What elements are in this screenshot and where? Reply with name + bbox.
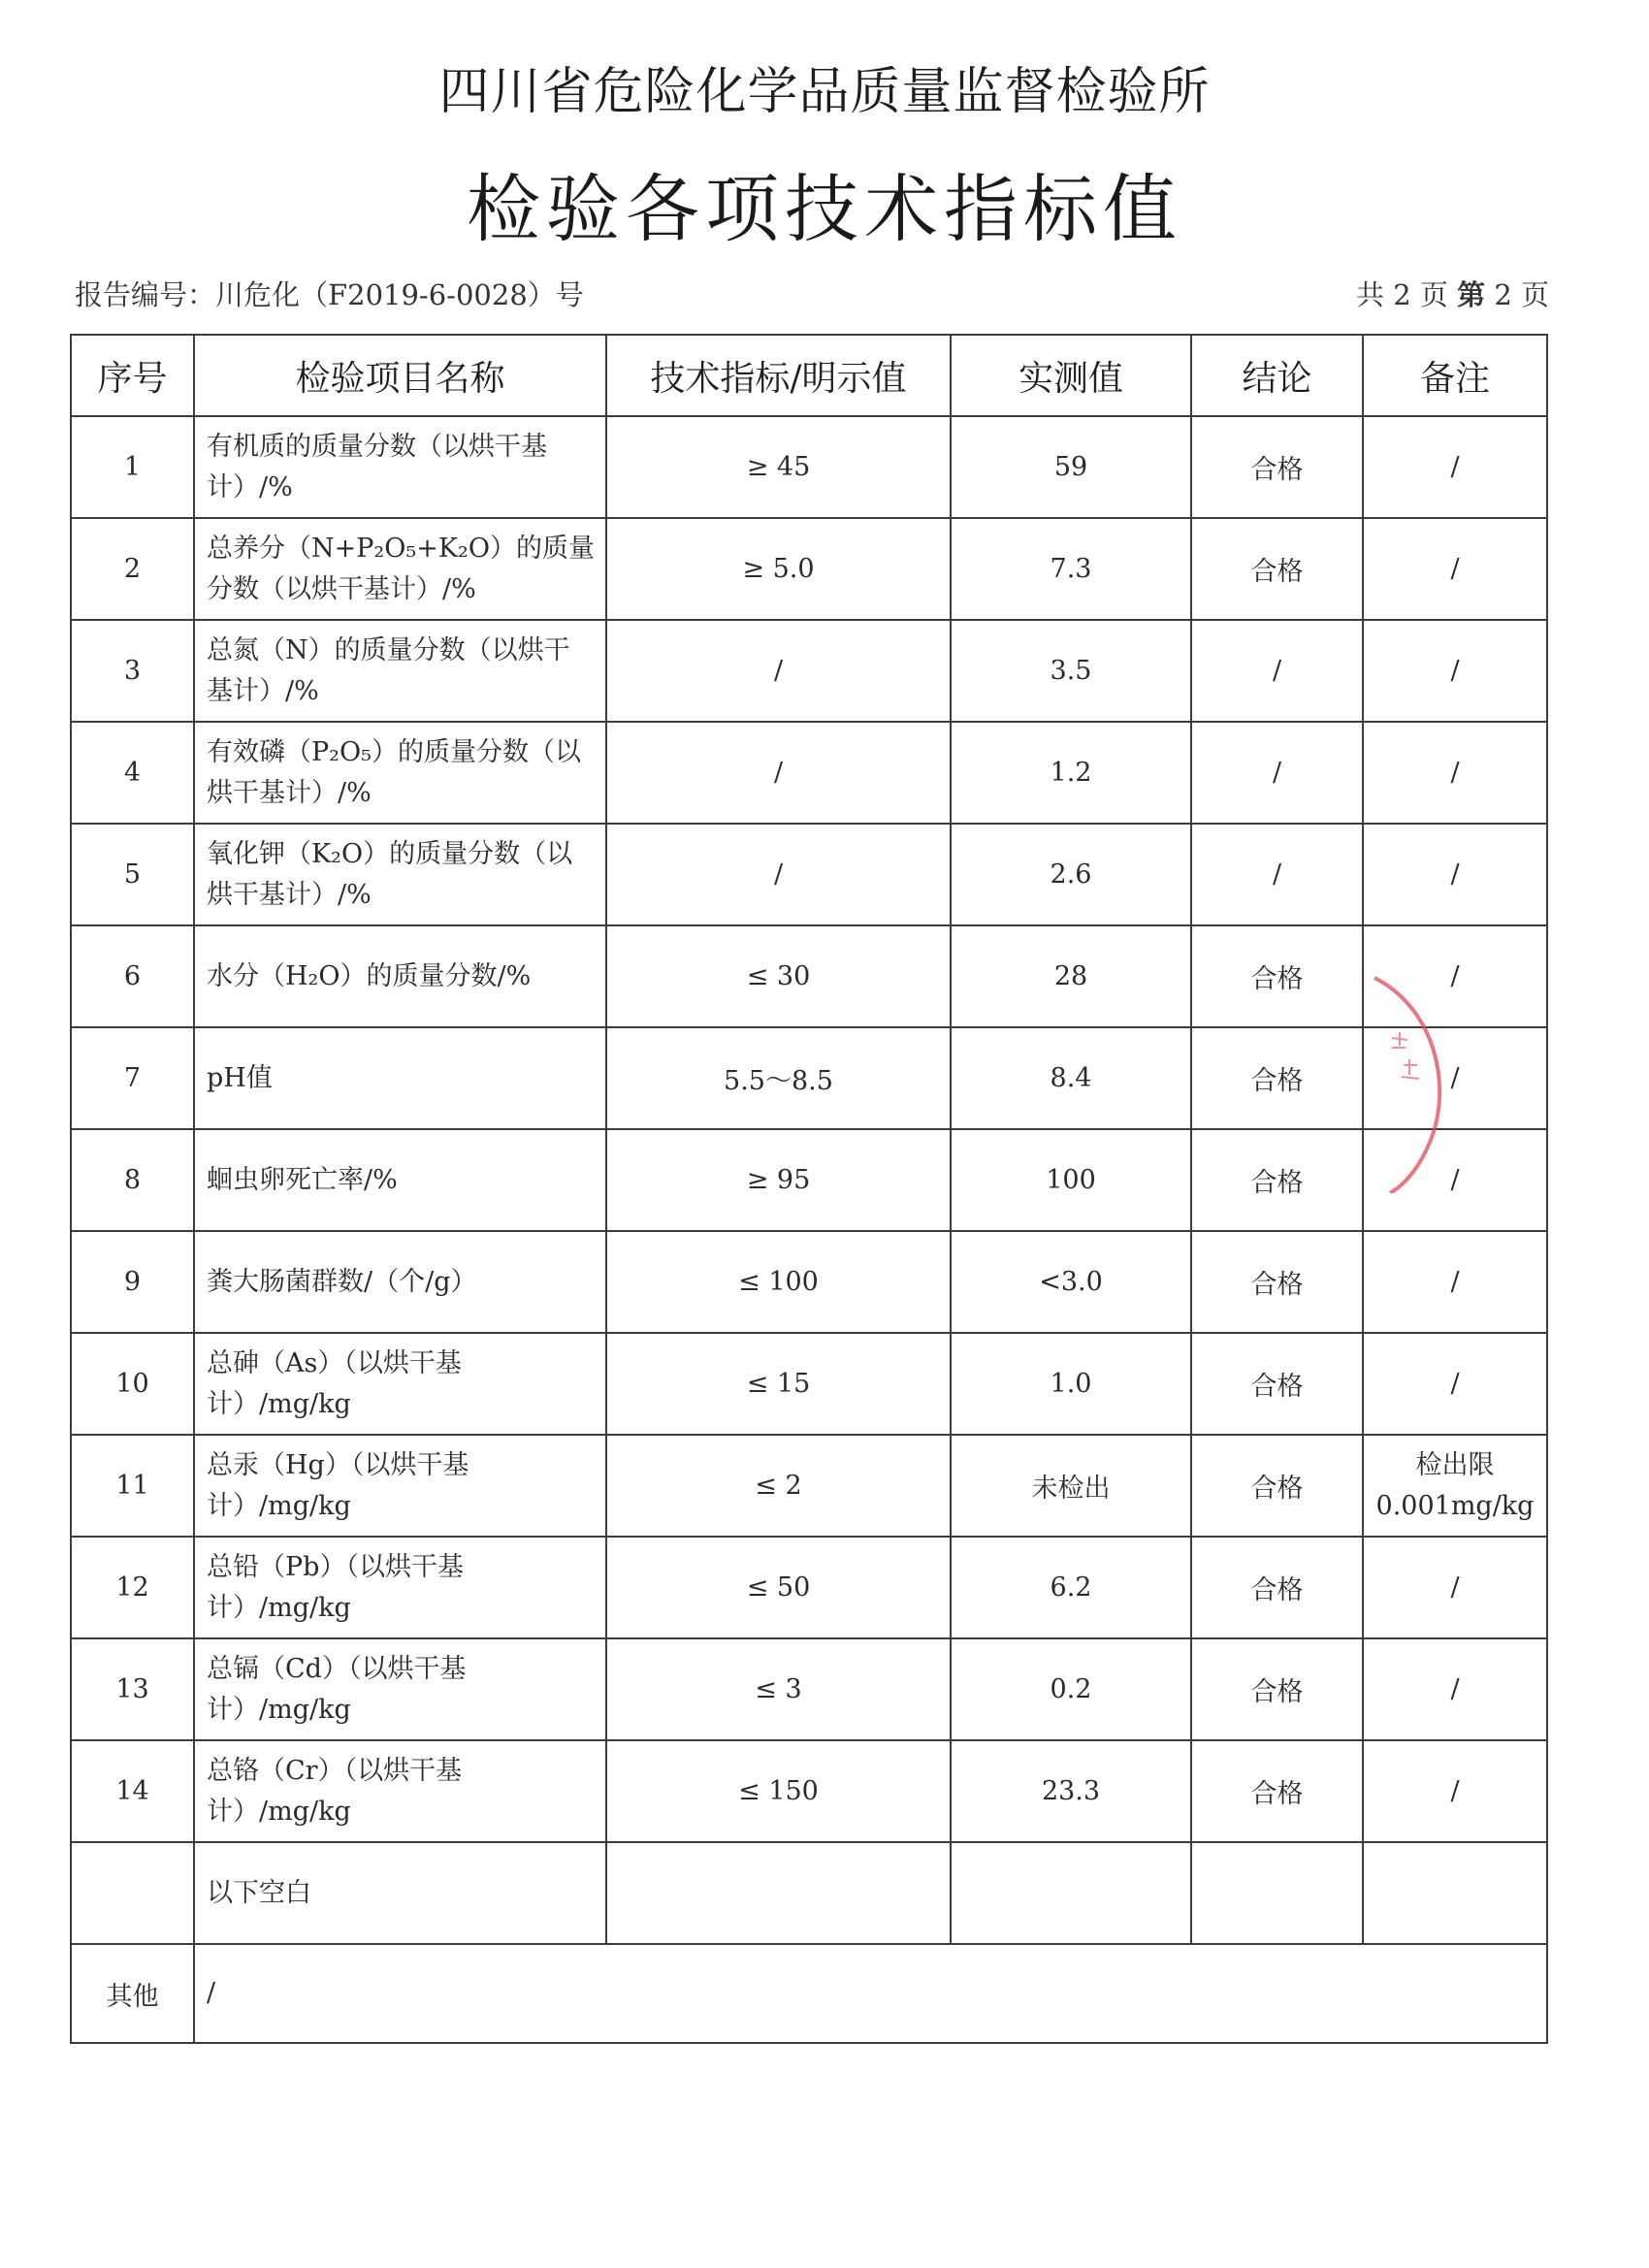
table-row: [71, 1333, 1547, 1435]
table-row: [71, 416, 1547, 518]
header-measured: 实测值: [951, 335, 1191, 416]
header-note: 备注: [1363, 335, 1547, 416]
table-row-blank: [71, 1842, 1547, 1944]
page-title: 检验各项技术指标值: [467, 166, 1182, 252]
table-row: [71, 824, 1547, 925]
page-total: 共 2 页: [1355, 278, 1448, 311]
table-row: [71, 925, 1547, 1027]
table-row: [71, 1231, 1547, 1333]
row-number: 6: [71, 925, 194, 1027]
spec-value: ≤ 50: [606, 1537, 951, 1638]
result-value: 合格: [1191, 1638, 1363, 1740]
note-value: /: [1363, 1129, 1547, 1231]
table-row: [71, 722, 1547, 824]
note-value: /: [1363, 1333, 1547, 1435]
table-row: [71, 1129, 1547, 1231]
table-row: [71, 518, 1547, 620]
note-value: /: [1363, 518, 1547, 620]
row-number: 5: [71, 824, 194, 925]
spec-value: ≤ 150: [606, 1740, 951, 1842]
spec-value: /: [606, 620, 951, 722]
report-number: 报告编号：川危化（F2019-6-0028）号: [75, 278, 584, 311]
item-name: 总铬（Cr）（以烘干基计）/mg/kg: [194, 1740, 606, 1842]
row-number: 11: [71, 1435, 194, 1537]
note-value: /: [1363, 1027, 1547, 1129]
measured-value: <3.0: [951, 1231, 1191, 1333]
result-value: /: [1191, 620, 1363, 722]
measured-value: 未检出: [951, 1435, 1191, 1537]
blank-no-cell: [71, 1842, 194, 1944]
item-name: 总氮（N）的质量分数（以烘干基计）/%: [194, 620, 606, 722]
item-name: 有机质的质量分数（以烘干基计）/%: [194, 416, 606, 518]
blank-cell: [951, 1842, 1191, 1944]
measured-value: 100: [951, 1129, 1191, 1231]
row-number: 7: [71, 1027, 194, 1129]
spec-value: ≥ 95: [606, 1129, 951, 1231]
header-result: 结论: [1191, 335, 1363, 416]
page-current: 2 页: [1494, 278, 1549, 311]
row-number: 8: [71, 1129, 194, 1231]
measured-value: 3.5: [951, 620, 1191, 722]
measured-value: 59: [951, 416, 1191, 518]
spec-value: ≥ 5.0: [606, 518, 951, 620]
row-number: 14: [71, 1740, 194, 1842]
measured-value: 1.0: [951, 1333, 1191, 1435]
measured-value: 7.3: [951, 518, 1191, 620]
spec-value: /: [606, 722, 951, 824]
measured-value: 2.6: [951, 824, 1191, 925]
blank-cell: [1191, 1842, 1363, 1944]
organization-name: 四川省危险化学品质量监督检验所: [438, 63, 1211, 121]
spec-value: ≤ 30: [606, 925, 951, 1027]
table-row: [71, 620, 1547, 722]
item-name: 有效磷（P₂O₅）的质量分数（以烘干基计）/%: [194, 722, 606, 824]
result-value: 合格: [1191, 1333, 1363, 1435]
result-value: 合格: [1191, 518, 1363, 620]
blank-cell: [1363, 1842, 1547, 1944]
table-row-other: [71, 1944, 1547, 2043]
note-value: /: [1363, 620, 1547, 722]
spec-value: ≤ 2: [606, 1435, 951, 1537]
result-value: 合格: [1191, 416, 1363, 518]
row-number: 2: [71, 518, 194, 620]
header-no: 序号: [71, 335, 194, 416]
item-name: 总镉（Cd）（以烘干基计）/mg/kg: [194, 1638, 606, 1740]
note-value: /: [1363, 1537, 1547, 1638]
item-name: 总铅（Pb）（以烘干基计）/mg/kg: [194, 1537, 606, 1638]
result-value: 合格: [1191, 1231, 1363, 1333]
item-name: 总养分（N+P₂O₅+K₂O）的质量分数（以烘干基计）/%: [194, 518, 606, 620]
result-value: 合格: [1191, 1027, 1363, 1129]
spec-value: 5.5～8.5: [606, 1027, 951, 1129]
item-name: 总砷（As）（以烘干基计）/mg/kg: [194, 1333, 606, 1435]
item-name: 水分（H₂O）的质量分数/%: [194, 925, 606, 1027]
row-number: 1: [71, 416, 194, 518]
page-indicator: [1319, 274, 1549, 313]
spec-value: /: [606, 824, 951, 925]
note-value: /: [1363, 925, 1547, 1027]
blank-cell: [606, 1842, 951, 1944]
page-current-label: 第: [1457, 278, 1486, 311]
result-value: 合格: [1191, 925, 1363, 1027]
result-value: 合格: [1191, 1129, 1363, 1231]
note-value: /: [1363, 1231, 1547, 1333]
table-row: [71, 1435, 1547, 1537]
header-spec: 技术指标/明示值: [606, 335, 951, 416]
item-name: 氧化钾（K₂O）的质量分数（以烘干基计）/%: [194, 824, 606, 925]
note-value: /: [1363, 1638, 1547, 1740]
measured-value: 0.2: [951, 1638, 1191, 1740]
item-name: 总汞（Hg）（以烘干基计）/mg/kg: [194, 1435, 606, 1537]
inspection-table: [70, 334, 1548, 2044]
result-value: /: [1191, 722, 1363, 824]
spec-value: ≤ 100: [606, 1231, 951, 1333]
measured-value: 1.2: [951, 722, 1191, 824]
result-value: 合格: [1191, 1537, 1363, 1638]
result-value: 合格: [1191, 1740, 1363, 1842]
table-header-row: [71, 335, 1547, 416]
measured-value: 6.2: [951, 1537, 1191, 1638]
table-row: [71, 1638, 1547, 1740]
spec-value: ≤ 3: [606, 1638, 951, 1740]
blank-row-text: 以下空白: [194, 1842, 606, 1944]
row-number: 3: [71, 620, 194, 722]
row-number: 4: [71, 722, 194, 824]
other-value: /: [194, 1944, 1547, 2043]
row-number: 10: [71, 1333, 194, 1435]
note-value: 检出限0.001mg/kg: [1363, 1435, 1547, 1537]
red-seal-stamp: [1363, 970, 1479, 1193]
item-name: pH值: [194, 1027, 606, 1129]
other-label: 其他: [71, 1944, 194, 2043]
table-row: [71, 1740, 1547, 1842]
row-number: 13: [71, 1638, 194, 1740]
result-value: /: [1191, 824, 1363, 925]
measured-value: 23.3: [951, 1740, 1191, 1842]
item-name: 蛔虫卵死亡率/%: [194, 1129, 606, 1231]
result-value: 合格: [1191, 1435, 1363, 1537]
spec-value: ≤ 15: [606, 1333, 951, 1435]
table-row: [71, 1537, 1547, 1638]
measured-value: 28: [951, 925, 1191, 1027]
table-row: [71, 1027, 1547, 1129]
header-item-name: 检验项目名称: [194, 335, 606, 416]
note-value: /: [1363, 416, 1547, 518]
spec-value: ≥ 45: [606, 416, 951, 518]
note-value: /: [1363, 1740, 1547, 1842]
note-value: /: [1363, 722, 1547, 824]
row-number: 9: [71, 1231, 194, 1333]
measured-value: 8.4: [951, 1027, 1191, 1129]
row-number: 12: [71, 1537, 194, 1638]
item-name: 粪大肠菌群数/（个/g）: [194, 1231, 606, 1333]
note-value: /: [1363, 824, 1547, 925]
